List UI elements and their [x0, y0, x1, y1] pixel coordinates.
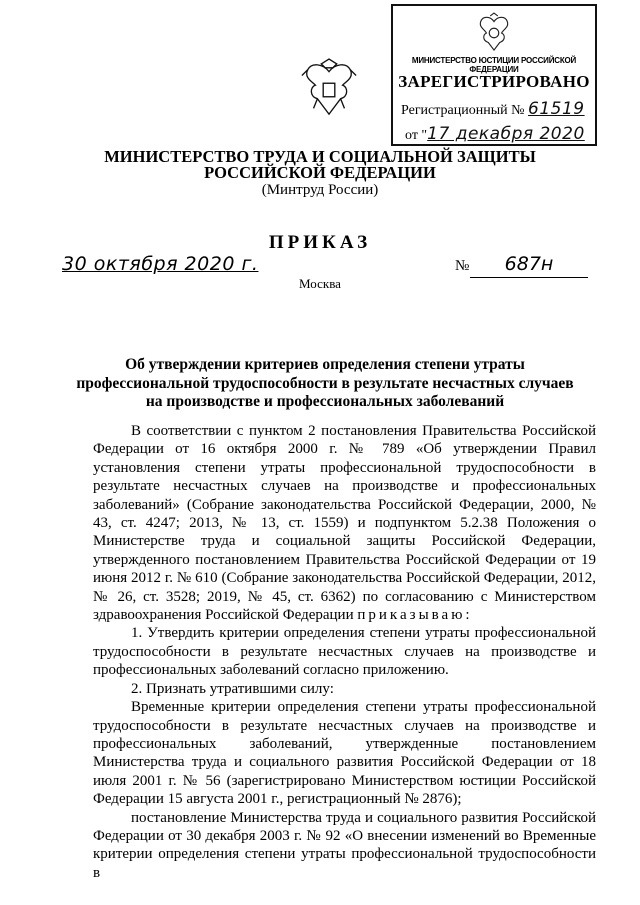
body-paragraph: 1. Утвердить критерии определения степени утраты профессиональной трудоспособности в результате несчастных случаев на производстве и профессиональных заболеваний согласно приложению. — [93, 625, 596, 679]
stamp-date-value: 17 декабря 2020 — [427, 124, 585, 144]
ministry-name-line1: МИНИСТЕРСТВО ТРУДА И СОЦИАЛЬНОЙ ЗАЩИТЫ — [104, 147, 536, 166]
order-verb: приказываю: — [357, 607, 473, 624]
order-body — [93, 422, 596, 882]
stamp-date — [405, 124, 585, 144]
city: Москва — [299, 276, 341, 291]
stamp-reg-label: Регистрационный № — [401, 103, 525, 118]
subject-line: Об утверждении критериев определения степени утраты — [125, 356, 525, 373]
order-date: 30 октября 2020 г. — [62, 253, 259, 275]
stamp-emblem-icon — [475, 12, 513, 54]
stamp-reg-number: 61519 — [528, 99, 585, 119]
body-paragraph — [93, 422, 596, 624]
body-paragraph: 2. Признать утратившими силу: — [131, 680, 334, 697]
subject-line: профессиональной трудоспособности в результате несчастных случаев — [76, 374, 574, 392]
stamp-ministry: МИНИСТЕРСТВО ЮСТИЦИИ РОССИЙСКОЙ ФЕДЕРАЦИИ — [411, 56, 577, 74]
stamp-registration — [401, 99, 585, 119]
ministry-name-line2: РОССИЙСКОЙ ФЕДЕРАЦИИ — [204, 163, 436, 182]
registration-stamp — [391, 4, 597, 146]
document-type: ПРИКАЗ — [268, 232, 372, 253]
body-paragraph: постановление Министерства труда и социального развития Российской Федерации от 30 декабря 2003 г. № 92 «О внесении изменений во Временные критерии определения степени утраты профессиональной трудоспособности в — [93, 809, 596, 881]
subject-line: на производстве и профессиональных заболеваний — [145, 393, 505, 410]
order-number: 687н — [470, 253, 588, 278]
order-subject — [70, 356, 580, 412]
preamble-text: В соответствии с пунктом 2 постановления Правительства Российской Федерации от 16 октября 2000 г. № 789 «Об утверждении Правил установления степени утраты профессиональной трудоспособности в результате несчастных случаев на производстве и профессиональных заболеваний» (Собрание законодательства Российской Федерации, 2000, № 43, ст. 4247; 2013, № 13, ст. 1559) и подпунктом 5.2.38 Положения о Министерстве труда и социальной защиты Российской Федерации, утвержденного постановлением Правительства Российской Федерации от 19 июня 2012 г. № 610 (Собрание законодательства Российской Федерации, 2012, № 26, ст. 3528; 2019, № 45, ст. 6362) по согласованию с Министерством здравоохранения Российской Федерации — [93, 423, 596, 624]
coat-of-arms-icon — [300, 58, 358, 122]
ministry-short-name: (Минтруд России) — [261, 182, 379, 198]
stamp-date-prefix: от " — [405, 128, 428, 143]
stamp-title: ЗАРЕГИСТРИРОВАНО — [398, 72, 590, 91]
order-number-label: № — [455, 258, 470, 274]
body-paragraph: Временные критерии определения степени утраты профессиональной трудоспособности в результате несчастных случаев на производстве и профессиональных заболеваний, утвержденные постановлением Министерства труда и социального развития Российской Федерации от 18 июля 2001 г. № 56 (зарегистрировано Министерством юстиции Российской Федерации 15 августа 2001 г., регистрационный № 2876); — [93, 699, 596, 808]
